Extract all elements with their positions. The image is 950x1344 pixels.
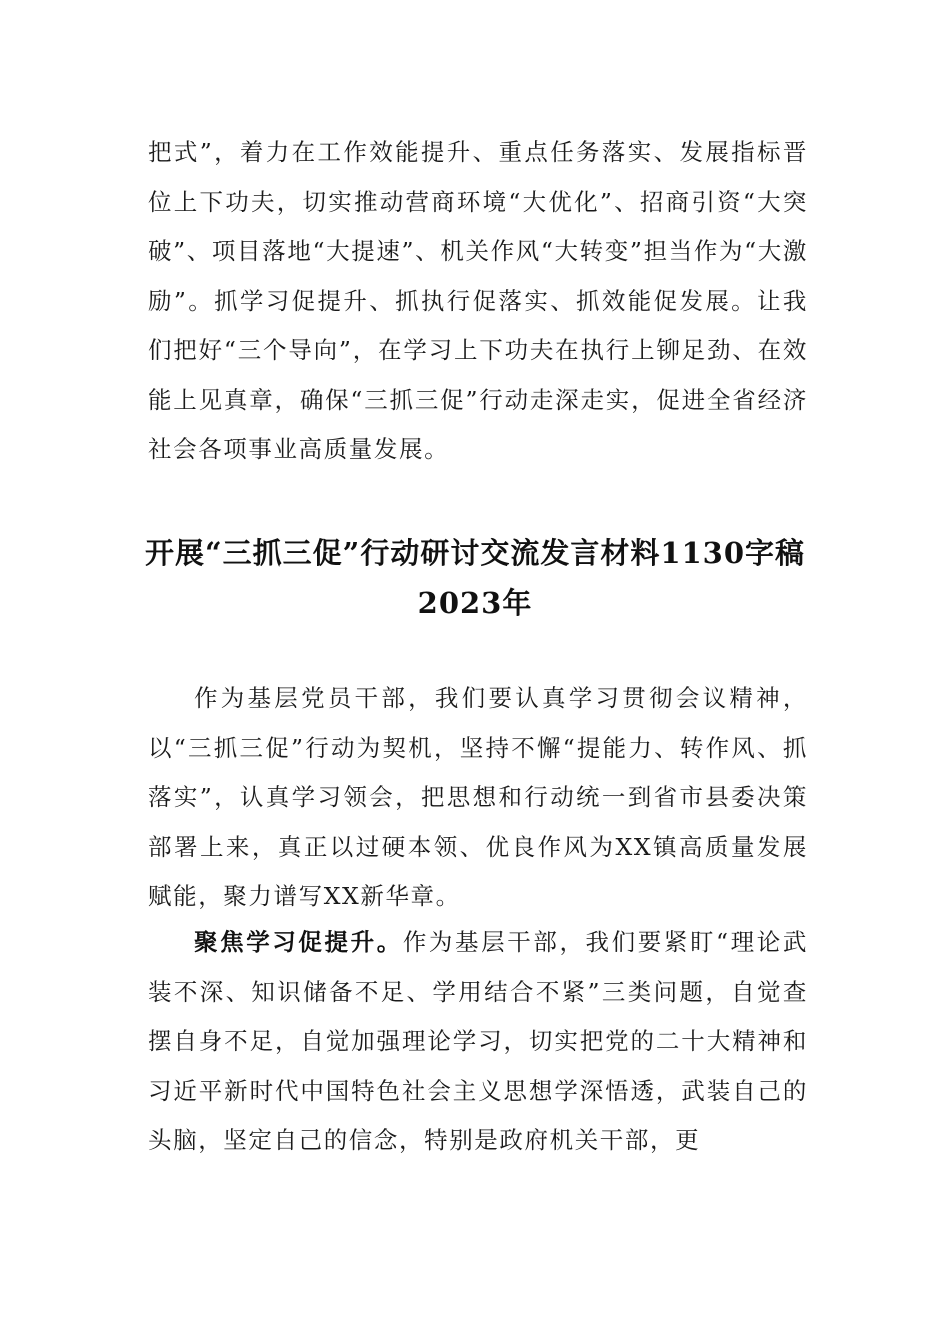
document-title: 开展“三抓三促”行动研讨交流发言材料1130字稿2023年 (144, 536, 806, 620)
paragraph-3 (148, 918, 808, 1166)
paragraph-2-block (148, 674, 808, 922)
paragraph-3-lead: 聚焦学习促提升。 (194, 928, 403, 956)
paragraph-3-block (148, 918, 808, 1166)
intro-paragraph: 把式”，着力在工作效能提升、重点任务落实、发展指标晋位上下功夫，切实推动营商环境“大优化”、招商引资“大突破”、项目落地“大提速”、机关作风“大转变”担当作为“大激励”。抓学习促提升、抓执行促落实、抓效能促发展。让我们把好“三个导向”，在学习上下功夫在执行上铆足劲、在效能上见真章，确保“三抓三促”行动走深走实，促进全省经济社会各项事业高质量发展。 (148, 138, 808, 463)
paragraph-3-body: 作为基层干部，我们要紧盯“理论武装不深、知识储备不足、学用结合不紧”三类问题，自觉查摆自身不足，自觉加强理论学习，切实把党的二十大精神和习近平新时代中国特色社会主义思想学深悟透，武装自己的头脑，坚定自己的信念，特别是政府机关干部，更 (148, 928, 808, 1154)
paragraph-2: 作为基层党员干部，我们要认真学习贯彻会议精神，以“三抓三促”行动为契机，坚持不懈“提能力、转作风、抓落实”，认真学习领会，把思想和行动统一到省市县委决策部署上来，真正以过硬本领、优良作风为XX镇高质量发展赋能，聚力谱写XX新华章。 (148, 684, 808, 910)
intro-paragraph-block (148, 128, 808, 475)
